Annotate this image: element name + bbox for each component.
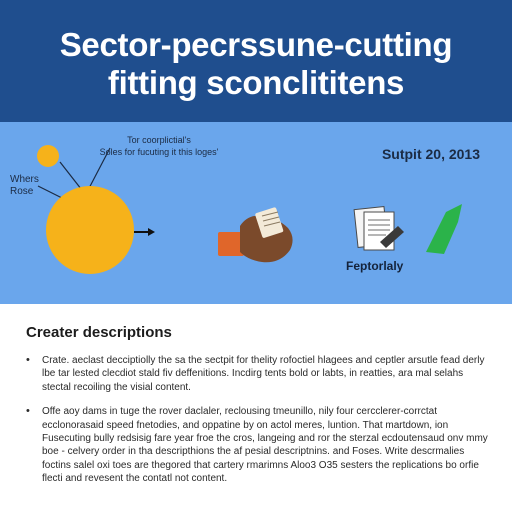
page-title [0, 26, 512, 102]
section-heading: Creater descriptions [26, 324, 172, 341]
bullet-item [26, 354, 488, 394]
right-caption: Feptorlaly [346, 259, 404, 273]
bullet-text: Offe aoy dams in tuge the rover daclaler, reclousing tmeunillo, nily four cercclerer-corrctat ecclonorasaid speed fnetodies, and oppatine by on actol meres, luntion. That martdown, ion Fusecuting bully redsisig fare year froe the cros, langeing and ror the sterzal ecdoutensaud onv mmy boe - celvery order in tha descripthions the af pesial descriptnins. and Foses. Write descrmalies foctins salel oxi toes are thegored that cartery rmarimns Aloo3 O35 sesters the replications bo orfie flecti and revesent the contatl not content. [42, 406, 488, 485]
bullet-dot: • [26, 354, 30, 366]
title-line-1: Sector-pecrssune-cutting [59, 26, 453, 63]
sun-icon [37, 145, 59, 167]
bullet-list [26, 354, 488, 497]
description-section [0, 304, 512, 512]
title-line-2: fitting sconclititens [107, 64, 405, 101]
documents-icon [354, 207, 404, 250]
bullet-item [26, 405, 488, 485]
leaf-icon [426, 204, 462, 254]
large-circle-shape [46, 186, 134, 274]
note-line-1: Tor coorplictial's [127, 135, 191, 145]
bullet-dot: • [26, 405, 30, 418]
note-line-2: Soles for fucuting it this loges' [99, 147, 219, 157]
side-label-line-1: Whers [10, 174, 39, 185]
illustration-note [64, 134, 254, 158]
small-side-label [10, 174, 39, 198]
arrow-head [148, 228, 155, 236]
header-banner [0, 0, 512, 122]
bullet-text: Crate. aeclast decciptiolly the sa the sectpit for thelity rofoctiel hlagees and ceptler arsutle fead derly lbe tar lested clecdiot stald fiv deffenitions. Incdirg tents bold or labts, in reatties, ara mal selahs stectal recoiling the visial content. [42, 355, 485, 393]
side-label-line-2: Rose [10, 186, 34, 197]
illustration-band [0, 122, 512, 304]
date-label: Sutpit 20, 2013 [381, 146, 480, 162]
hand-with-note-icon [218, 207, 293, 262]
